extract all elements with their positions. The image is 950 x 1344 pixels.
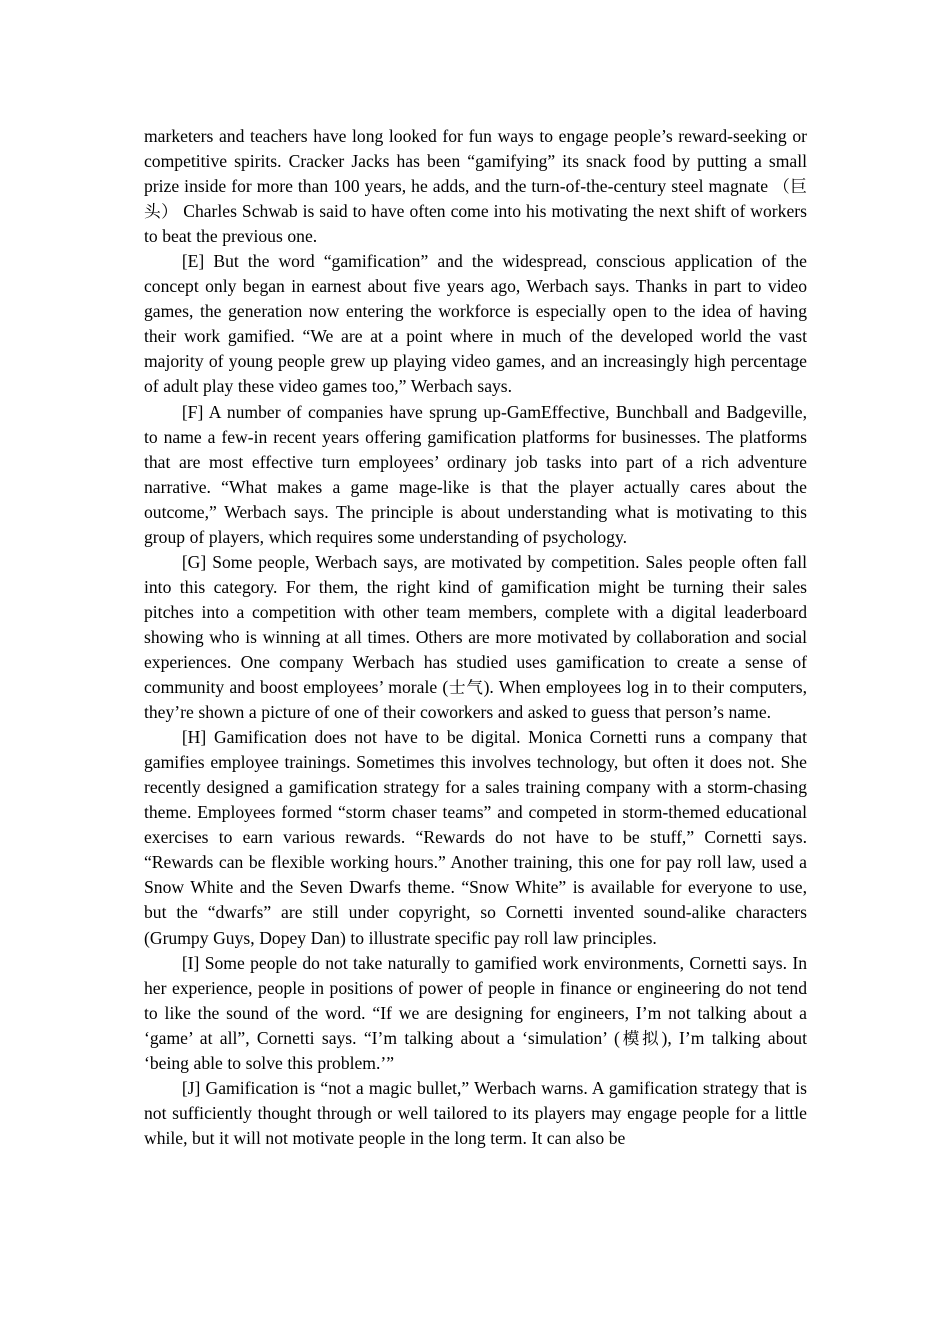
cjk-gloss: 模拟 xyxy=(619,1027,662,1048)
paragraph-continuation: marketers and teachers have long looked for fun ways to engage people’s reward-seeking or competitive spirits. Cracker Jacks has been “gamifying” its snack food by putting a small prize inside for more than 100 years, he adds, and the turn-of-the-century steel magnate （巨头） Charles Schwab is said to have often come into his motivating the next shift of workers to beat the previous one. xyxy=(144,126,807,247)
paragraph-i: [I] Some people do not take naturally to gamified work environments, Cornetti says. In her experience, people in positions of power of people in finance or engineering do not tend to like the sound of the word. “If we are designing for engineers, I’m not talking about a ‘game’ at all”, Cornetti says. “I’m talking about a ‘simulation’ (模拟), I’m talking about ‘being able to solve this problem.’” xyxy=(144,952,807,1073)
paragraph-f: [F] A number of companies have sprung up-GamEffective, Bunchball and Badgeville, to name a few-in recent years offering gamification platforms for businesses. The platforms that are most effective turn employees’ ordinary job tasks into part of a rich adventure narrative. “What makes a game mage-like is that the player actually cares about the outcome,” Werbach says. The principle is about understanding what is motivating to this group of players, which requires some understanding of psychology. xyxy=(144,401,807,547)
paragraph-h: [H] Gamification does not have to be digital. Monica Cornetti runs a company that gamifies employee trainings. Sometimes this involves technology, but often it does not. She recently designed a gamification strategy for a sales training company with a storm-chasing theme. Employees formed “storm chaser teams” and competed in storm-themed educational exercises to earn various rewards. “Rewards do not have to be stuff,” Cornetti says. “Rewards can be flexible working hours.” Another training, this one for pay roll law, used a Snow White and the Seven Dwarfs theme. “Snow White” is available for everyone to use, but the “dwarfs” are still under copyright, so Cornetti invented sound-alike characters (Grumpy Guys, Dopey Dan) to illustrate specific pay roll law principles. xyxy=(144,727,807,948)
paragraph-j: [J] Gamification is “not a magic bullet,” Werbach warns. A gamification strategy that is not sufficiently thought through or well tailored to its players may engage people for a little while, but it will not motivate people in the long term. It can also be xyxy=(144,1077,807,1148)
cjk-gloss: （巨头） xyxy=(144,176,807,222)
cjk-gloss: 士气 xyxy=(448,677,484,698)
body-text-column xyxy=(144,124,807,1151)
paragraph-e: [E] But the word “gamification” and the widespread, conscious application of the concept only began in earnest about five years ago, Werbach says. Thanks in part to video games, the generation now entering the workforce is especially open to the idea of having their work gamified. “We are at a point where in much of the developed world the vast majority of young people grew up playing video games, and an increasingly high percentage of adult play these video games too,” Werbach says. xyxy=(144,251,807,397)
paragraph-g: [G] Some people, Werbach says, are motivated by competition. Sales people often fall into this category. For them, the right kind of gamification might be turning their sales pitches into a competition with other team members, complete with a digital leaderboard showing who is winning at all times. Others are more motivated by collaboration and social experiences. One company Werbach has studied uses gamification to create a sense of community and boost employees’ morale (士气). When employees log in to their computers, they’re shown a picture of one of their coworkers and asked to guess that person’s name. xyxy=(144,551,807,723)
